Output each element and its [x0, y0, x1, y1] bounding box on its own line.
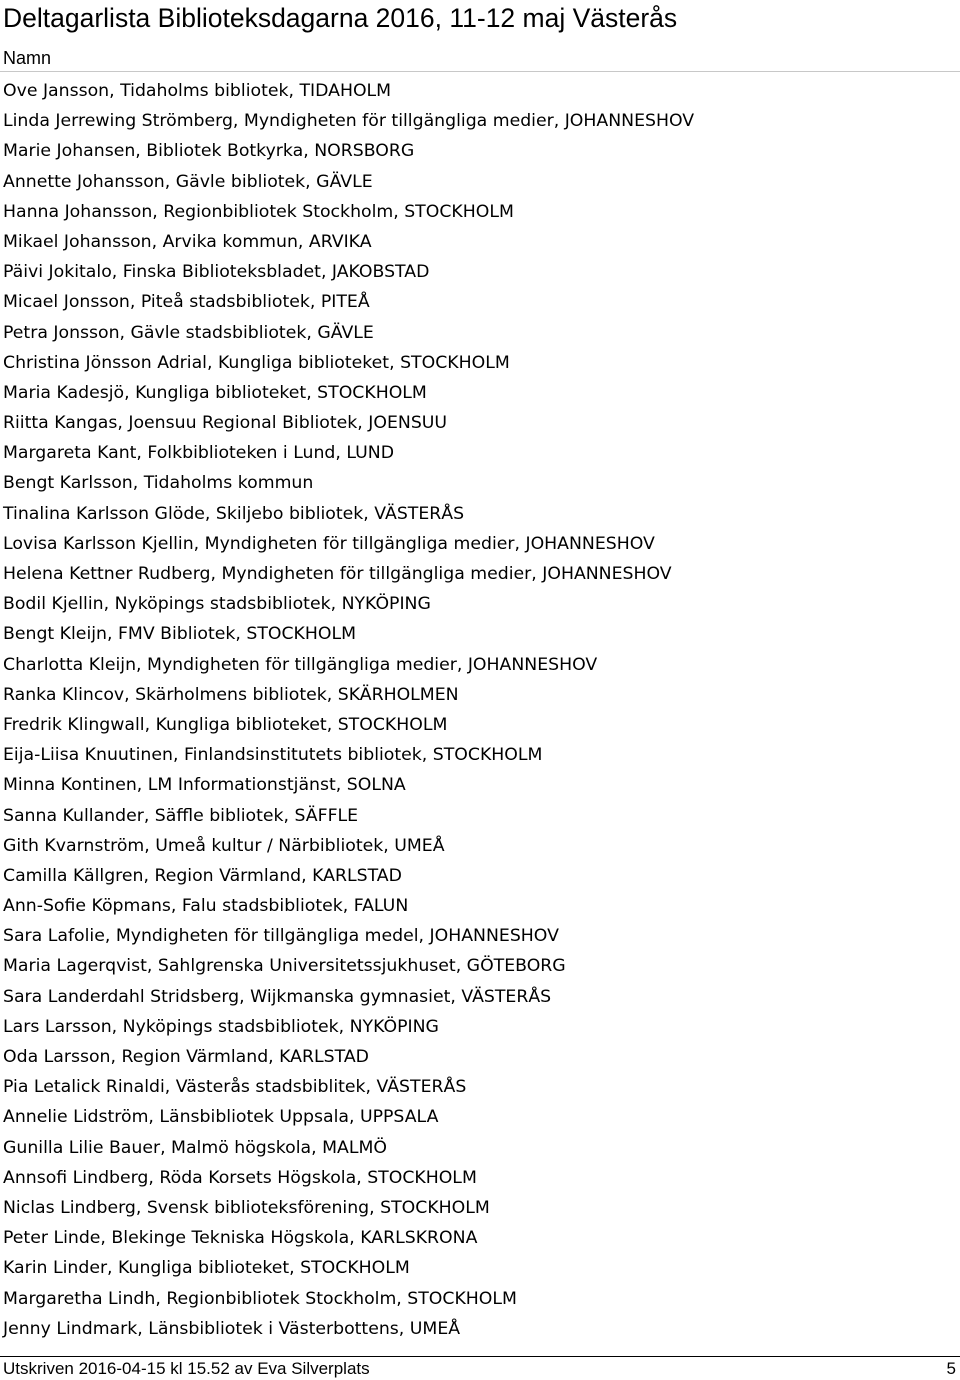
participant-row: Charlotta Kleijn, Myndigheten för tillgängliga medier, JOHANNESHOV [3, 654, 598, 675]
participant-row: Sara Landerdahl Stridsberg, Wijkmanska gymnasiet, VÄSTERÅS [3, 986, 552, 1007]
participant-row: Marie Johansen, Bibliotek Botkyrka, NORSBORG [3, 141, 415, 162]
participant-row: Sanna Kullander, Säffle bibliotek, SÄFFLE [3, 805, 359, 826]
participant-row: Sara Lafolie, Myndigheten för tillgängliga medel, JOHANNESHOV [3, 926, 559, 947]
participant-row: Lovisa Karlsson Kjellin, Myndigheten för tillgängliga medier, JOHANNESHOV [3, 533, 655, 554]
column-header-namn: Namn [3, 48, 52, 68]
participant-row: Ove Jansson, Tidaholms bibliotek, TIDAHOLM [3, 81, 392, 101]
participant-row: Fredrik Klingwall, Kungliga biblioteket, STOCKHOLM [3, 714, 448, 735]
footer-printed-info: Utskriven 2016-04-15 kl 15.52 av Eva Silverplats [3, 1359, 370, 1378]
participant-row: Karin Linder, Kungliga biblioteket, STOCKHOLM [3, 1258, 410, 1279]
participant-row: Päivi Jokitalo, Finska Biblioteksbladet, JAKOBSTAD [3, 262, 430, 283]
participant-row: Riitta Kangas, Joensuu Regional Bibliotek, JOENSUU [3, 413, 448, 434]
participant-row: Gith Kvarnström, Umeå kultur / Närbibliotek, UMEÅ [3, 835, 445, 856]
participant-row: Micael Jonsson, Piteå stadsbibliotek, PITEÅ [3, 292, 370, 313]
participant-row: Bengt Kleijn, FMV Bibliotek, STOCKHOLM [3, 624, 357, 645]
participant-row: Jenny Lindmark, Länsbibliotek i Västerbottens, UMEÅ [3, 1318, 461, 1339]
participant-row: Tinalina Karlsson Glöde, Skiljebo bibliotek, VÄSTERÅS [3, 503, 465, 524]
participant-row: Ann-Sofie Köpmans, Falu stadsbibliotek, FALUN [3, 896, 409, 917]
participant-row: Annsofi Lindberg, Röda Korsets Högskola, STOCKHOLM [3, 1167, 477, 1188]
page-title: Deltagarlista Biblioteksdagarna 2016, 11-12 maj Västerås [3, 3, 678, 33]
participant-row: Bodil Kjellin, Nyköpings stadsbibliotek, NYKÖPING [3, 594, 431, 615]
participant-row: Niclas Lindberg, Svensk biblioteksförening, STOCKHOLM [3, 1197, 490, 1218]
participant-row: Mikael Johansson, Arvika kommun, ARVIKA [3, 231, 372, 252]
participant-row: Helena Kettner Rudberg, Myndigheten för tillgängliga medier, JOHANNESHOV [3, 564, 672, 584]
participant-row: Bengt Karlsson, Tidaholms kommun [3, 473, 314, 494]
participant-row: Annette Johansson, Gävle bibliotek, GÄVLE [3, 171, 373, 192]
participant-row: Linda Jerrewing Strömberg, Myndigheten för tillgängliga medier, JOHANNESHOV [3, 111, 695, 132]
participant-row: Peter Linde, Blekinge Tekniska Högskola, KARLSKRONA [3, 1228, 478, 1249]
participant-row: Maria Kadesjö, Kungliga biblioteket, STOCKHOLM [3, 382, 427, 403]
participant-row: Lars Larsson, Nyköpings stadsbibliotek, NYKÖPING [3, 1016, 439, 1037]
participant-row: Petra Jonsson, Gävle stadsbibliotek, GÄVLE [3, 322, 374, 343]
page-number: 5 [946, 1359, 956, 1378]
participant-row: Minna Kontinen, LM Informationstjänst, SOLNA [3, 775, 406, 796]
participant-row: Oda Larsson, Region Värmland, KARLSTAD [3, 1047, 369, 1067]
participant-row: Eija-Liisa Knuutinen, Finlandsinstitutets bibliotek, STOCKHOLM [3, 745, 543, 766]
header-divider [0, 71, 960, 72]
footer-divider [0, 1356, 960, 1357]
participant-list [0, 76, 960, 1344]
participant-row: Christina Jönsson Adrial, Kungliga biblioteket, STOCKHOLM [3, 352, 510, 373]
participant-row: Hanna Johansson, Regionbibliotek Stockholm, STOCKHOLM [3, 201, 514, 222]
participant-row: Margareta Kant, Folkbiblioteken i Lund, LUND [3, 443, 395, 464]
participant-row: Annelie Lidström, Länsbibliotek Uppsala, UPPSALA [3, 1107, 439, 1128]
participant-row: Margaretha Lindh, Regionbibliotek Stockholm, STOCKHOLM [3, 1288, 517, 1309]
participant-row: Gunilla Lilie Bauer, Malmö högskola, MALMÖ [3, 1137, 387, 1158]
participant-row: Camilla Källgren, Region Värmland, KARLSTAD [3, 865, 402, 886]
participant-row: Maria Lagerqvist, Sahlgrenska Universitetssjukhuset, GÖTEBORG [3, 956, 566, 977]
participant-row: Ranka Klincov, Skärholmens bibliotek, SKÄRHOLMEN [3, 684, 459, 705]
participant-row: Pia Letalick Rinaldi, Västerås stadsbiblitek, VÄSTERÅS [3, 1077, 467, 1098]
